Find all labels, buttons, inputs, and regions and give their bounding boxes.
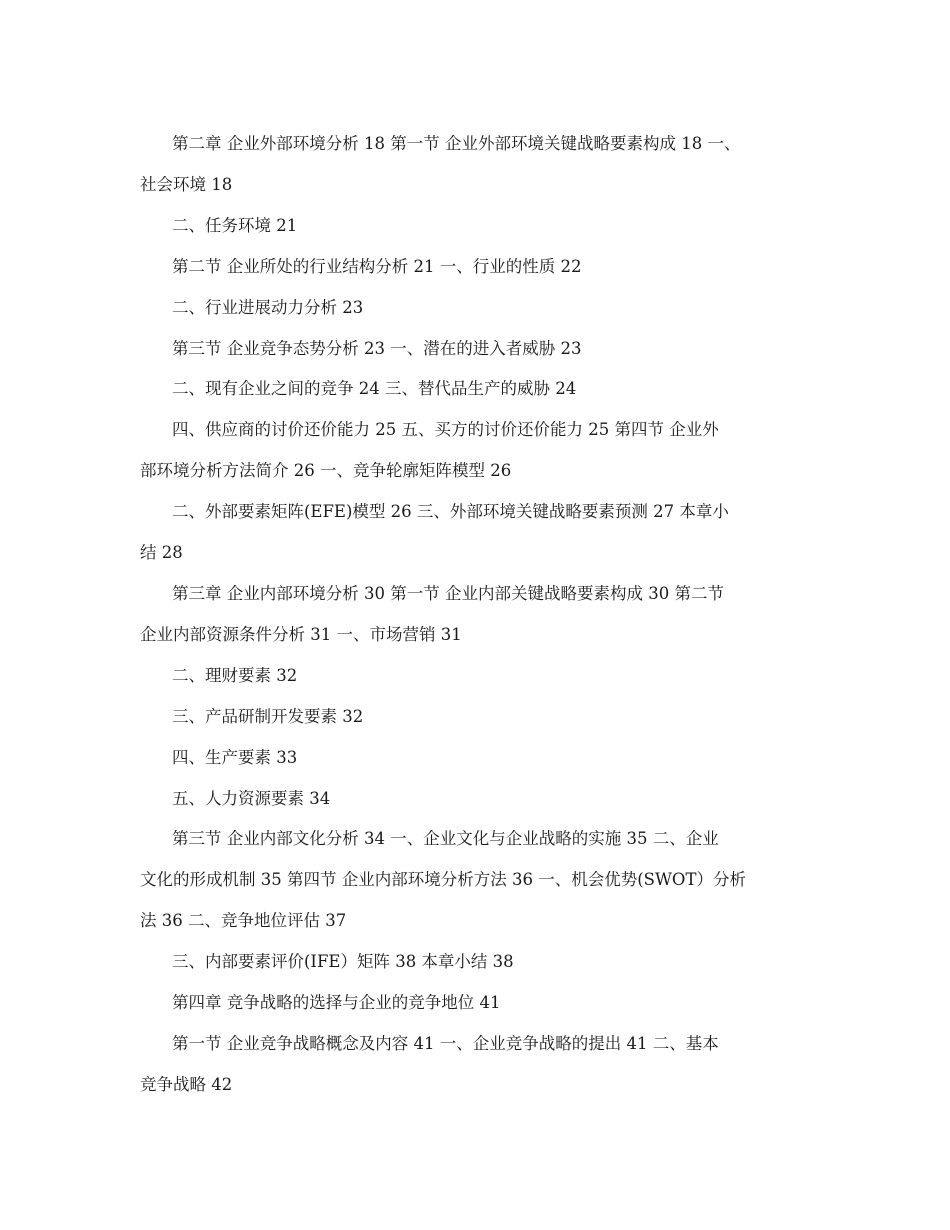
toc-paragraph bbox=[140, 329, 830, 370]
toc-line: 部环境分析方法简介 26 一、竞争轮廓矩阵模型 26 bbox=[140, 461, 512, 481]
toc-paragraph bbox=[140, 369, 830, 410]
toc-paragraph bbox=[140, 124, 830, 206]
toc-line: 企业内部资源条件分析 31 一、市场营销 31 bbox=[140, 624, 462, 644]
toc-paragraph bbox=[140, 410, 830, 492]
toc-line: 社会环境 18 bbox=[140, 174, 233, 194]
toc-line: 第三章 企业内部环境分析 30 第一节 企业内部关键战略要素构成 30 第二节 bbox=[172, 583, 724, 603]
toc-line: 第二章 企业外部环境分析 18 第一节 企业外部环境关键战略要素构成 18 一、 bbox=[172, 134, 741, 153]
toc-paragraph bbox=[140, 492, 830, 574]
toc-line: 五、人力资源要素 34 bbox=[172, 788, 331, 808]
toc-paragraph bbox=[140, 819, 830, 942]
toc-line: 三、产品研制开发要素 32 bbox=[172, 706, 364, 726]
toc-line: 第三节 企业竞争态势分析 23 一、潜在的进入者威胁 23 bbox=[172, 338, 582, 358]
toc-line: 二、外部要素矩阵(EFE)模型 26 三、外部环境关键战略要素预测 27 本章小 bbox=[172, 502, 729, 522]
toc-line: 第三节 企业内部文化分析 34 一、企业文化与企业战略的实施 35 二、企业 bbox=[172, 829, 719, 849]
toc-paragraph bbox=[140, 983, 830, 1024]
toc-line: 三、内部要素评价(IFE）矩阵 38 本章小结 38 bbox=[172, 952, 514, 972]
toc-line: 结 28 bbox=[140, 543, 183, 563]
toc-line: 第二节 企业所处的行业结构分析 21 一、行业的性质 22 bbox=[172, 256, 582, 276]
toc-line: 二、行业进展动力分析 23 bbox=[172, 297, 364, 317]
toc-line: 竞争战略 42 bbox=[140, 1074, 233, 1094]
toc-line: 四、供应商的讨价还价能力 25 五、买方的讨价还价能力 25 第四节 企业外 bbox=[172, 420, 719, 440]
toc-line: 二、任务环境 21 bbox=[172, 215, 298, 235]
toc-paragraph bbox=[140, 206, 830, 247]
toc-paragraph bbox=[140, 738, 830, 779]
toc-paragraph bbox=[140, 656, 830, 697]
toc-paragraph bbox=[140, 1024, 830, 1106]
toc-paragraph bbox=[140, 247, 830, 288]
toc-paragraph bbox=[140, 288, 830, 329]
toc-paragraph bbox=[140, 942, 830, 983]
toc-line: 法 36 二、竞争地位评估 37 bbox=[140, 911, 347, 931]
toc-line: 文化的形成机制 35 第四节 企业内部环境分析方法 36 一、机会优势(SWOT）分析 bbox=[140, 870, 746, 890]
toc-line: 二、理财要素 32 bbox=[172, 665, 298, 685]
toc-line: 第一节 企业竞争战略概念及内容 41 一、企业竞争战略的提出 41 二、基本 bbox=[172, 1033, 719, 1053]
toc-line: 第四章 竞争战略的选择与企业的竞争地位 41 bbox=[172, 993, 501, 1013]
toc-paragraph bbox=[140, 779, 830, 820]
table-of-contents bbox=[140, 124, 830, 1106]
toc-line: 二、现有企业之间的竞争 24 三、替代品生产的威胁 24 bbox=[172, 379, 577, 399]
toc-paragraph bbox=[140, 697, 830, 738]
toc-line: 四、生产要素 33 bbox=[172, 747, 298, 767]
toc-paragraph bbox=[140, 574, 830, 656]
